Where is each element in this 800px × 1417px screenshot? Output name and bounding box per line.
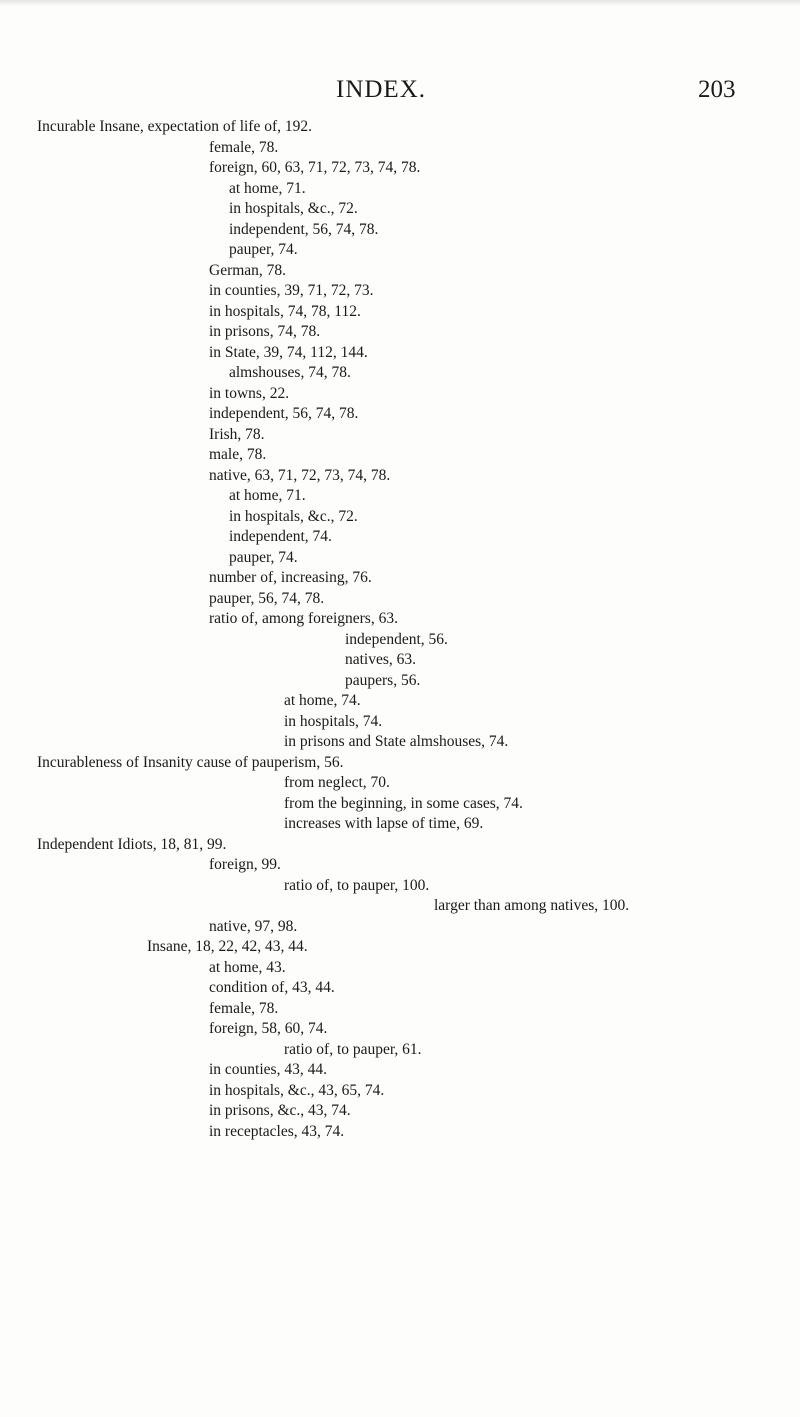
index-entry: ratio of, among foreigners, 63. [209, 610, 398, 627]
index-entry: independent, 56. [345, 630, 448, 648]
index-entry: in hospitals, &c., 72. [229, 507, 358, 525]
index-entry: in hospitals, &c., 72. [229, 200, 358, 217]
index-entry: in prisons and State almshouses, 74. [284, 733, 509, 750]
index-entry: natives, 63. [345, 651, 417, 668]
index-entry: number of, increasing, 76. [209, 569, 372, 586]
index-entry: female, 78. [209, 138, 279, 156]
index-entry: condition of, 43, 44. [209, 979, 335, 996]
index-entry: from the beginning, in some cases, 74. [284, 794, 523, 812]
index-entry: native, 97, 98. [209, 917, 298, 935]
index-entry: in counties, 39, 71, 72, 73. [209, 282, 374, 299]
index-entry: almshouses, 74, 78. [229, 364, 351, 381]
index-entry: increases with lapse of time, 69. [284, 815, 484, 832]
index-entry: foreign, 58, 60, 74. [209, 1020, 328, 1037]
index-entry: in hospitals, &c., 43, 65, 74. [209, 1081, 385, 1099]
index-entry: ratio of, to pauper, 100. [284, 876, 430, 894]
index-entry: in counties, 43, 44. [209, 1061, 327, 1078]
index-entry: Insane, 18, 22, 42, 43, 44. [147, 938, 308, 955]
index-entry: at home, 74. [284, 692, 361, 709]
index-entry: in towns, 22. [209, 384, 290, 402]
index-entry: pauper, 74. [229, 548, 298, 566]
index-entry: foreign, 60, 63, 71, 72, 73, 74, 78. [209, 159, 421, 176]
page-top-edge [0, 0, 800, 6]
index-entry: in hospitals, 74, 78, 112. [209, 302, 361, 320]
index-entry: pauper, 74. [229, 241, 298, 258]
index-entry: at home, 71. [229, 179, 306, 197]
index-entry: pauper, 56, 74, 78. [209, 589, 325, 607]
index-entry: in receptacles, 43, 74. [209, 1122, 345, 1140]
index-entry: male, 78. [209, 446, 267, 463]
page-header-title: INDEX. [336, 76, 427, 103]
index-entry: in prisons, &c., 43, 74. [209, 1102, 351, 1119]
index-entry: Incurable Insane, expectation of life of, 192. [37, 118, 313, 135]
page-number: 203 [698, 76, 736, 103]
index-entry: native, 63, 71, 72, 73, 74, 78. [209, 466, 391, 484]
index-entry: independent, 74. [229, 528, 332, 545]
index-entry: independent, 56, 74, 78. [229, 220, 379, 238]
index-entry: larger than among natives, 100. [434, 897, 630, 914]
index-entry: female, 78. [209, 999, 279, 1017]
index-entry: foreign, 99. [209, 856, 281, 873]
index-entry: Independent Idiots, 18, 81, 99. [37, 835, 227, 853]
index-entry: in hospitals, 74. [284, 712, 383, 730]
index-entry: Irish, 78. [209, 425, 265, 443]
index-entry: independent, 56, 74, 78. [209, 405, 359, 422]
index-entry: in State, 39, 74, 112, 144. [209, 343, 368, 361]
index-entry: at home, 43. [209, 958, 286, 976]
index-entry: paupers, 56. [345, 671, 421, 689]
index-entry: ratio of, to pauper, 61. [284, 1040, 422, 1058]
index-entry: German, 78. [209, 261, 287, 279]
index-entry: at home, 71. [229, 487, 306, 504]
index-entry: in prisons, 74, 78. [209, 323, 321, 340]
index-entry: Incurableness of Insanity cause of pauperism, 56. [37, 753, 344, 771]
index-entry: from neglect, 70. [284, 774, 390, 791]
